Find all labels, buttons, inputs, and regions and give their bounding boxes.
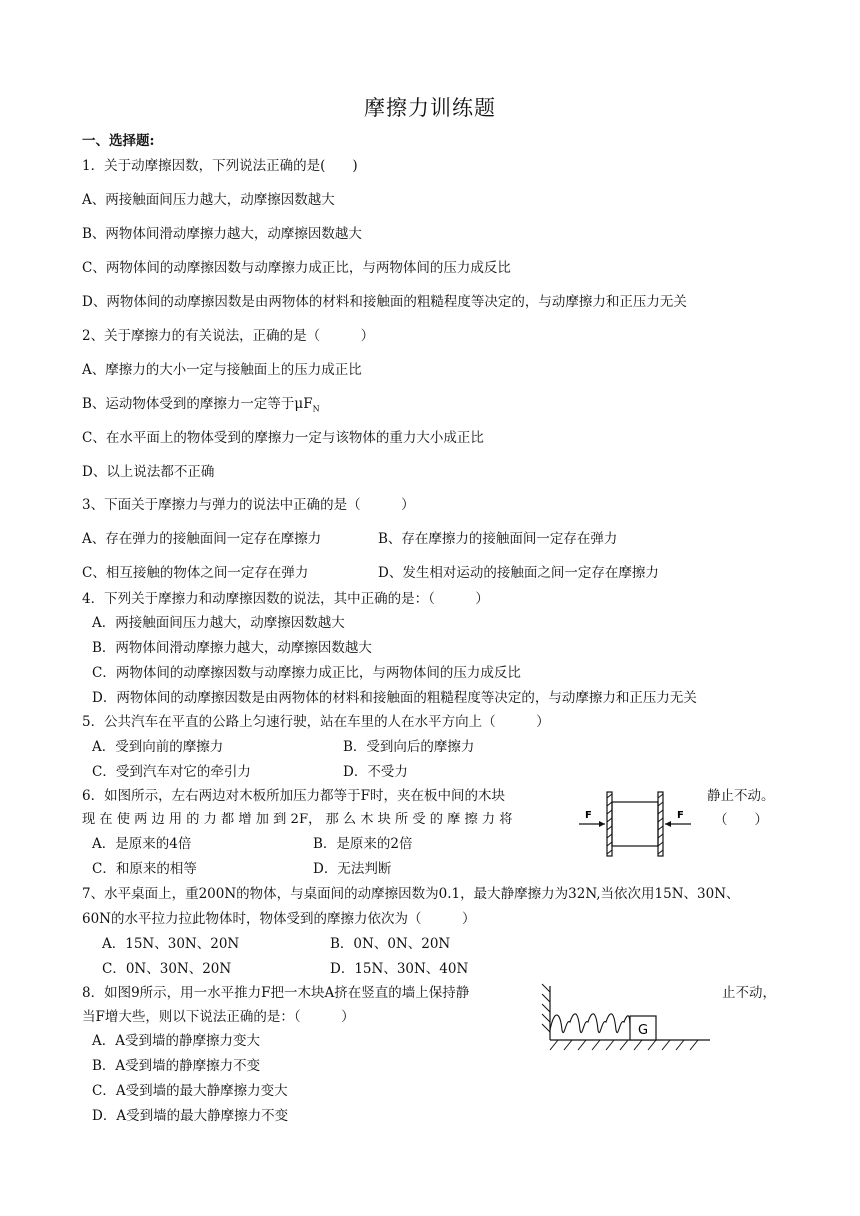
q6-stem-line2: 现 在 使 两 边 用 的 力 都 增 加 到 2F， 那 么 木 块 所 受 的 摩 擦 力 将 — [82, 812, 513, 827]
spring — [550, 1014, 630, 1033]
q6-stem-line1-end: 静止不动。 — [707, 788, 775, 804]
q2-option-a: A、摩擦力的大小一定与接触面上的压力成正比 — [82, 362, 362, 378]
q4-option-d: D．两物体间的动摩擦因数是由两物体的材料和接触面的粗糙程度等决定的，与动摩擦力和正压力无关 — [92, 690, 697, 706]
wood-block — [612, 802, 658, 846]
q3-stem: 3、下面关于摩擦力与弹力的说法中正确的是（ ） — [82, 497, 415, 513]
q8-option-a: A．A受到墙的静摩擦力变大 — [92, 1033, 260, 1049]
q4-option-a: A．两接触面间压力越大，动摩擦因数越大 — [92, 615, 345, 631]
q3-option-b: B、存在摩擦力的接触面间一定存在弹力 — [378, 531, 618, 547]
right-force-arrow — [665, 821, 691, 827]
q6-option-d: D．无法判断 — [313, 861, 392, 877]
q1-option-b: B、两物体间滑动摩擦力越大，动摩擦因数越大 — [82, 226, 362, 242]
q2-option-b — [82, 395, 320, 419]
q6-stem-line1: 6．如图所示，左右两边对木板所加压力都等于F时，夹在板中间的木块 — [82, 788, 505, 804]
q4-option-b: B．两物体间滑动摩擦力越大，动摩擦因数越大 — [92, 640, 372, 656]
floor — [550, 1040, 710, 1050]
q6-option-b: B．是原来的2倍 — [313, 836, 413, 852]
q2-option-b-subscript: N — [312, 404, 320, 414]
q5-option-a: A．受到向前的摩擦力 — [92, 739, 224, 755]
q2-stem: 2、关于摩擦力的有关说法，正确的是（ ） — [82, 328, 375, 344]
q1-option-a: A、两接触面间压力越大，动摩擦因数越大 — [82, 192, 335, 208]
left-force-arrow — [579, 821, 605, 827]
q4-option-c: C．两物体间的动摩擦因数与动摩擦力成正比，与两物体间的压力成反比 — [92, 665, 521, 681]
page-title: 摩擦力训练题 — [364, 96, 496, 120]
q6-stem-line2-end: （ ） — [714, 812, 768, 828]
q8-stem-line1: 8．如图9所示，用一水平推力F把一木块A挤在竖直的墙上保持静 — [82, 985, 470, 1001]
q5-option-b: B．受到向后的摩擦力 — [343, 739, 475, 755]
q6-clamp-figure — [575, 788, 695, 860]
q1-stem: 1．关于动摩擦因数，下列说法正确的是( ) — [82, 158, 358, 174]
q8-spring-figure — [530, 980, 715, 1056]
right-force-label: F — [677, 810, 684, 821]
q8-stem-line1-end: 止不动， — [722, 985, 776, 1001]
q7-option-c: C．0N、30N、20N — [102, 961, 232, 977]
q2-option-b-text: B、运动物体受到的摩擦力一定等于μF — [82, 396, 313, 412]
q8-stem-line2: 当F增大些，则以下说法正确的是：（ ） — [82, 1009, 355, 1025]
section-heading: 一、选择题: — [82, 133, 155, 149]
q7-stem-line1: 7、水平桌面上，重200N的物体，与桌面间的动摩擦因数为0.1，最大静摩擦力为32N,当依次用15N、30N、 — [82, 886, 740, 902]
wall — [542, 984, 550, 1040]
q3-option-c: C、相互接触的物体之间一定存在弹力 — [82, 565, 309, 581]
q6-option-a: A．是原来的4倍 — [92, 836, 192, 852]
q1-option-c: C、两物体间的动摩擦因数与动摩擦力成正比，与两物体间的压力成反比 — [82, 260, 511, 276]
right-board — [658, 792, 663, 856]
block-g-label: G — [637, 1023, 649, 1038]
left-board — [607, 792, 612, 856]
q8-option-c: C．A受到墙的最大静摩擦力变大 — [92, 1083, 288, 1099]
q8-option-d: D．A受到墙的最大静摩擦力不变 — [92, 1108, 289, 1124]
q3-option-a: A、存在弹力的接触面间一定存在摩擦力 — [82, 531, 322, 547]
q4-stem: 4．下列关于摩擦力和动摩擦因数的说法，其中正确的是：（ ） — [82, 591, 489, 607]
q6-option-c: C．和原来的相等 — [92, 861, 197, 877]
q2-option-d: D、以上说法都不正确 — [82, 464, 215, 480]
q7-option-a: A．15N、30N、20N — [102, 936, 240, 952]
q8-option-b: B．A受到墙的静摩擦力不变 — [92, 1058, 261, 1074]
q2-option-c: C、在水平面上的物体受到的摩擦力一定与该物体的重力大小成正比 — [82, 430, 484, 446]
left-force-label: F — [585, 810, 592, 821]
q5-option-d: D．不受力 — [343, 764, 408, 780]
q7-option-b: B．0N、0N、20N — [330, 936, 451, 952]
q1-option-d: D、两物体间的动摩擦因数是由两物体的材料和接触面的粗糙程度等决定的，与动摩擦力和正压力无关 — [82, 294, 687, 310]
q5-stem: 5．公共汽车在平直的公路上匀速行驶，站在车里的人在水平方向上（ ） — [82, 714, 550, 730]
q7-option-d: D．15N、30N、40N — [330, 961, 469, 977]
q7-stem-line2: 60N的水平拉力拉此物体时，物体受到的摩擦力依次为（ ） — [82, 911, 476, 927]
q3-option-d: D、发生相对运动的接触面之间一定存在摩擦力 — [378, 565, 659, 581]
q5-option-c: C．受到汽车对它的牵引力 — [92, 764, 251, 780]
